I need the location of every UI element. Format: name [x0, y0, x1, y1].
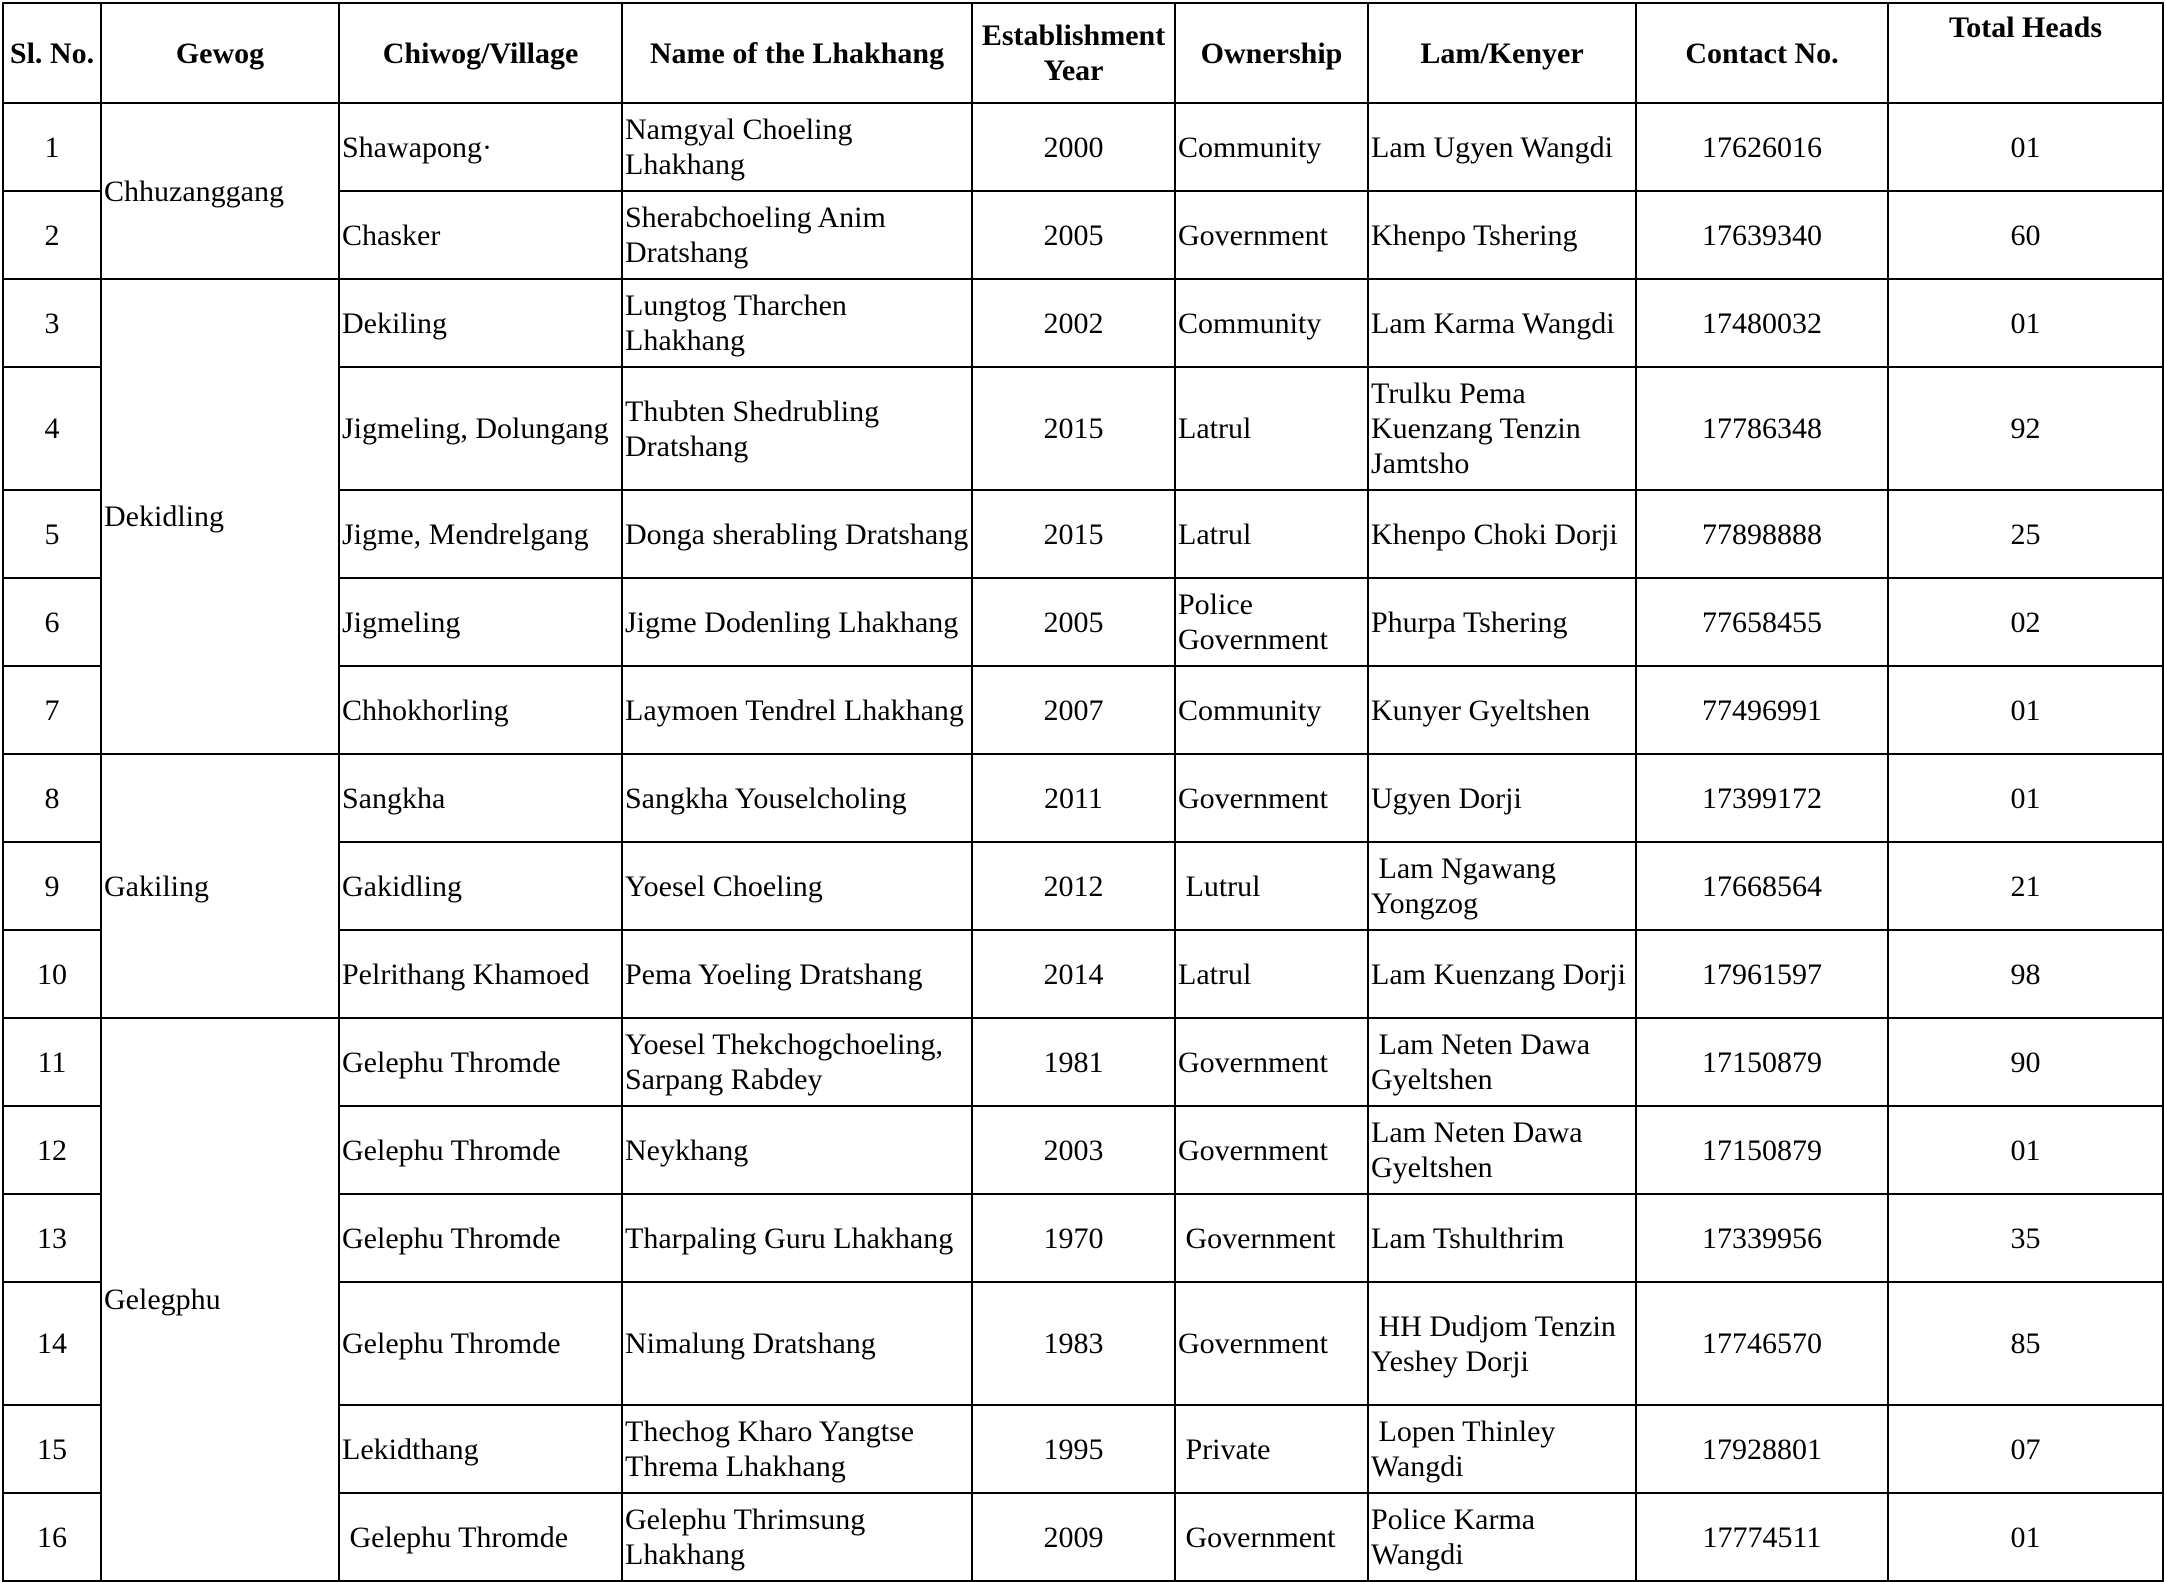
cell-village: Jigmeling: [339, 578, 622, 666]
cell-heads: 02: [1888, 578, 2163, 666]
cell-contact: 17480032: [1636, 279, 1888, 367]
cell-contact: 17668564: [1636, 842, 1888, 930]
cell-gewog: Dekidling: [101, 279, 339, 754]
cell-heads: 21: [1888, 842, 2163, 930]
cell-village: Sangkha: [339, 754, 622, 842]
cell-lhakhang: Neykhang: [622, 1106, 972, 1194]
cell-village: Gelephu Thromde: [339, 1018, 622, 1106]
table-row: [3, 754, 2163, 842]
cell-contact: 77496991: [1636, 666, 1888, 754]
cell-ownership: Government: [1175, 754, 1368, 842]
cell-contact: 17339956: [1636, 1194, 1888, 1282]
cell-ownership: Government: [1175, 1194, 1368, 1282]
cell-village: Chhokhorling: [339, 666, 622, 754]
cell-year: 2012: [972, 842, 1175, 930]
header-sl-no: Sl. No.: [3, 3, 101, 103]
cell-sl-no: 3: [3, 279, 101, 367]
cell-sl-no: 6: [3, 578, 101, 666]
cell-lhakhang: Jigme Dodenling Lhakhang: [622, 578, 972, 666]
cell-ownership: Lutrul: [1175, 842, 1368, 930]
header-contact-no: Contact No.: [1636, 3, 1888, 103]
cell-heads: 01: [1888, 279, 2163, 367]
cell-year: 1970: [972, 1194, 1175, 1282]
cell-lhakhang: Pema Yoeling Dratshang: [622, 930, 972, 1018]
cell-lam: Lopen Thinley Wangdi: [1368, 1405, 1636, 1493]
cell-contact: 17746570: [1636, 1282, 1888, 1405]
cell-lhakhang: Tharpaling Guru Lhakhang: [622, 1194, 972, 1282]
cell-village: Gelephu Thromde: [339, 1106, 622, 1194]
cell-ownership: Police Government: [1175, 578, 1368, 666]
cell-sl-no: 16: [3, 1493, 101, 1581]
cell-lhakhang: Namgyal Choeling Lhakhang: [622, 103, 972, 191]
cell-heads: 90: [1888, 1018, 2163, 1106]
cell-heads: 60: [1888, 191, 2163, 279]
cell-contact: 17399172: [1636, 754, 1888, 842]
cell-sl-no: 5: [3, 490, 101, 578]
cell-lhakhang: Donga sherabling Dratshang: [622, 490, 972, 578]
cell-heads: 25: [1888, 490, 2163, 578]
cell-contact: 77898888: [1636, 490, 1888, 578]
cell-heads: 01: [1888, 1106, 2163, 1194]
cell-lam: Police Karma Wangdi: [1368, 1493, 1636, 1581]
cell-sl-no: 2: [3, 191, 101, 279]
cell-village: Jigme, Mendrelgang: [339, 490, 622, 578]
table-row: [3, 1018, 2163, 1106]
cell-heads: 01: [1888, 666, 2163, 754]
cell-village: Lekidthang: [339, 1405, 622, 1493]
cell-lhakhang: Nimalung Dratshang: [622, 1282, 972, 1405]
cell-lam: Kunyer Gyeltshen: [1368, 666, 1636, 754]
cell-sl-no: 14: [3, 1282, 101, 1405]
header-total-heads: Total Heads: [1888, 3, 2163, 103]
cell-sl-no: 4: [3, 367, 101, 490]
cell-year: 2000: [972, 103, 1175, 191]
cell-gewog: Gakiling: [101, 754, 339, 1018]
cell-village: Pelrithang Khamoed: [339, 930, 622, 1018]
cell-year: 2009: [972, 1493, 1175, 1581]
cell-village: Gakidling: [339, 842, 622, 930]
cell-year: 2002: [972, 279, 1175, 367]
cell-year: 2005: [972, 191, 1175, 279]
cell-ownership: Latrul: [1175, 367, 1368, 490]
cell-contact: 17774511: [1636, 1493, 1888, 1581]
header-row: [3, 3, 2163, 103]
cell-lhakhang: Gelephu Thrimsung Lhakhang: [622, 1493, 972, 1581]
header-establishment-year: Establishment Year: [972, 3, 1175, 103]
cell-contact: 17961597: [1636, 930, 1888, 1018]
cell-lam: Lam Ngawang Yongzog: [1368, 842, 1636, 930]
cell-ownership: Government: [1175, 191, 1368, 279]
cell-sl-no: 11: [3, 1018, 101, 1106]
cell-heads: 98: [1888, 930, 2163, 1018]
cell-contact: 17786348: [1636, 367, 1888, 490]
cell-heads: 85: [1888, 1282, 2163, 1405]
cell-heads: 07: [1888, 1405, 2163, 1493]
cell-year: 2003: [972, 1106, 1175, 1194]
cell-contact: 17626016: [1636, 103, 1888, 191]
cell-contact: 17150879: [1636, 1018, 1888, 1106]
cell-year: 2011: [972, 754, 1175, 842]
cell-contact: 17150879: [1636, 1106, 1888, 1194]
cell-year: 1983: [972, 1282, 1175, 1405]
cell-lhakhang: Yoesel Thekchogchoeling, Sarpang Rabdey: [622, 1018, 972, 1106]
cell-lam: Lam Tshulthrim: [1368, 1194, 1636, 1282]
cell-heads: 01: [1888, 754, 2163, 842]
cell-lam: Lam Ugyen Wangdi: [1368, 103, 1636, 191]
cell-lam: Khenpo Tshering: [1368, 191, 1636, 279]
cell-heads: 01: [1888, 1493, 2163, 1581]
cell-sl-no: 1: [3, 103, 101, 191]
cell-year: 1981: [972, 1018, 1175, 1106]
cell-sl-no: 9: [3, 842, 101, 930]
cell-lhakhang: Sangkha Youselcholing: [622, 754, 972, 842]
header-lam-kenyer: Lam/Kenyer: [1368, 3, 1636, 103]
cell-sl-no: 15: [3, 1405, 101, 1493]
header-chiwog-village: Chiwog/Village: [339, 3, 622, 103]
cell-heads: 35: [1888, 1194, 2163, 1282]
cell-lam: Ugyen Dorji: [1368, 754, 1636, 842]
cell-ownership: Community: [1175, 103, 1368, 191]
lhakhang-table: [2, 2, 2164, 1582]
cell-ownership: Latrul: [1175, 490, 1368, 578]
cell-ownership: Government: [1175, 1282, 1368, 1405]
cell-village: Gelephu Thromde: [339, 1493, 622, 1581]
header-lhakhang-name: Name of the Lhakhang: [622, 3, 972, 103]
cell-heads: 92: [1888, 367, 2163, 490]
cell-year: 2007: [972, 666, 1175, 754]
cell-ownership: Community: [1175, 666, 1368, 754]
cell-sl-no: 13: [3, 1194, 101, 1282]
cell-lam: Lam Neten Dawa Gyeltshen: [1368, 1018, 1636, 1106]
cell-ownership: Government: [1175, 1106, 1368, 1194]
cell-sl-no: 7: [3, 666, 101, 754]
cell-lam: Khenpo Choki Dorji: [1368, 490, 1636, 578]
cell-sl-no: 8: [3, 754, 101, 842]
cell-sl-no: 12: [3, 1106, 101, 1194]
cell-ownership: Latrul: [1175, 930, 1368, 1018]
cell-village: Gelephu Thromde: [339, 1194, 622, 1282]
cell-lhakhang: Yoesel Choeling: [622, 842, 972, 930]
cell-year: 2014: [972, 930, 1175, 1018]
cell-village: Gelephu Thromde: [339, 1282, 622, 1405]
cell-lhakhang: Laymoen Tendrel Lhakhang: [622, 666, 972, 754]
cell-ownership: Private: [1175, 1405, 1368, 1493]
cell-ownership: Government: [1175, 1493, 1368, 1581]
cell-sl-no: 10: [3, 930, 101, 1018]
cell-village: Chasker: [339, 191, 622, 279]
cell-year: 2005: [972, 578, 1175, 666]
cell-ownership: Community: [1175, 279, 1368, 367]
cell-year: 1995: [972, 1405, 1175, 1493]
cell-lam: Lam Neten Dawa Gyeltshen: [1368, 1106, 1636, 1194]
table-row: [3, 279, 2163, 367]
cell-gewog: Chhuzanggang: [101, 103, 339, 279]
cell-village: Shawapong·: [339, 103, 622, 191]
header-ownership: Ownership: [1175, 3, 1368, 103]
cell-lhakhang: Lungtog Tharchen Lhakhang: [622, 279, 972, 367]
cell-lam: Lam Kuenzang Dorji: [1368, 930, 1636, 1018]
header-gewog: Gewog: [101, 3, 339, 103]
cell-lhakhang: Thubten Shedrubling Dratshang: [622, 367, 972, 490]
cell-ownership: Government: [1175, 1018, 1368, 1106]
cell-village: Jigmeling, Dolungang: [339, 367, 622, 490]
cell-lam: HH Dudjom Tenzin Yeshey Dorji: [1368, 1282, 1636, 1405]
cell-village: Dekiling: [339, 279, 622, 367]
cell-lhakhang: Sherabchoeling Anim Dratshang: [622, 191, 972, 279]
cell-year: 2015: [972, 367, 1175, 490]
cell-lam: Phurpa Tshering: [1368, 578, 1636, 666]
cell-year: 2015: [972, 490, 1175, 578]
cell-lhakhang: Thechog Kharo Yangtse Threma Lhakhang: [622, 1405, 972, 1493]
cell-contact: 17639340: [1636, 191, 1888, 279]
cell-lam: Lam Karma Wangdi: [1368, 279, 1636, 367]
cell-contact: 17928801: [1636, 1405, 1888, 1493]
cell-lam: Trulku Pema Kuenzang Tenzin Jamtsho: [1368, 367, 1636, 490]
cell-gewog: Gelegphu: [101, 1018, 339, 1581]
table-row: [3, 103, 2163, 191]
cell-contact: 77658455: [1636, 578, 1888, 666]
cell-heads: 01: [1888, 103, 2163, 191]
